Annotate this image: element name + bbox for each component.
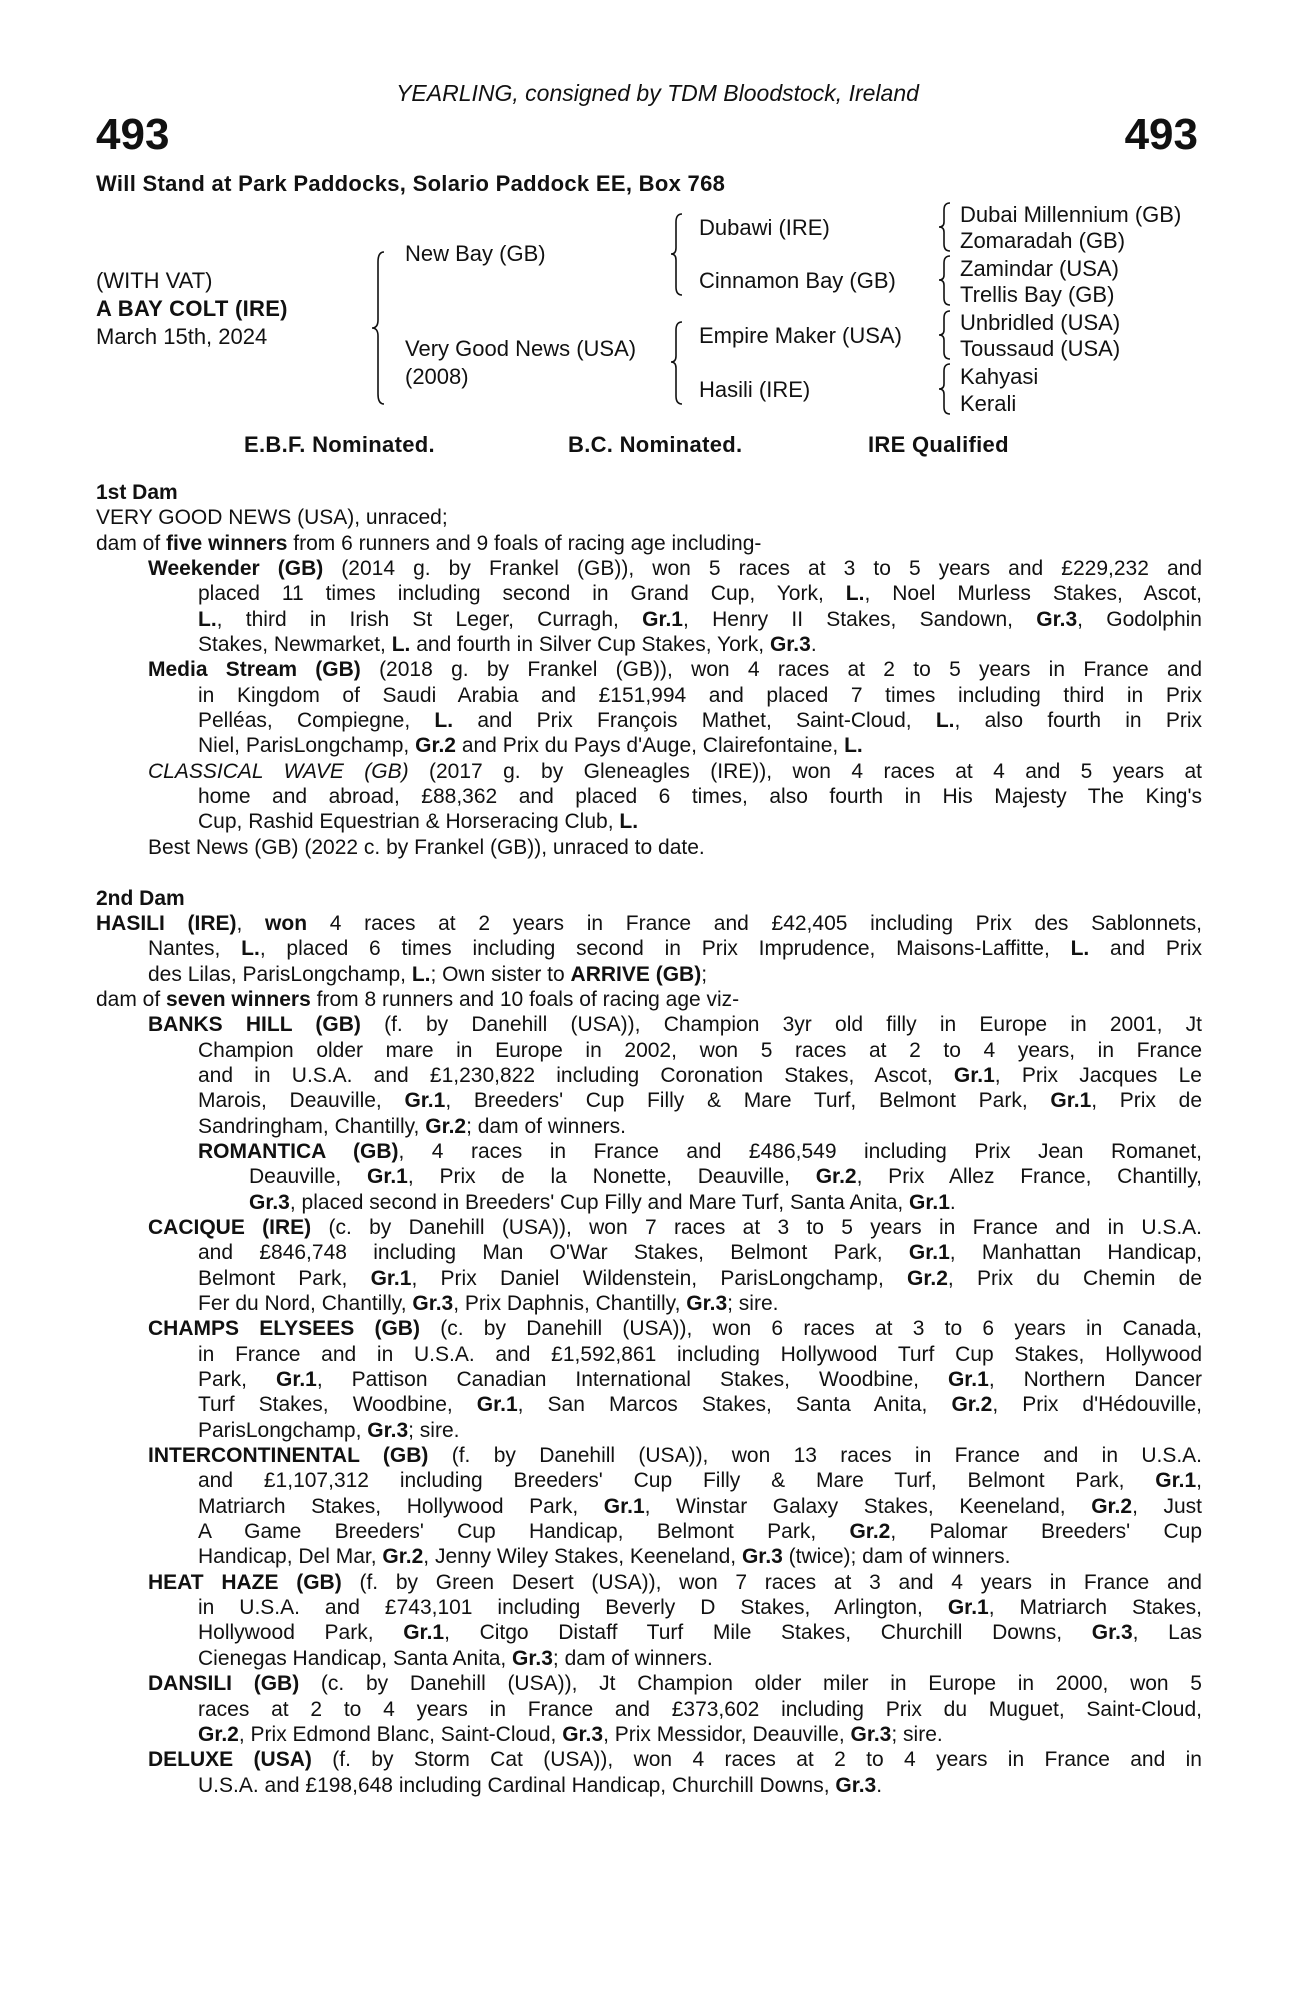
brace-hasili (939, 364, 950, 414)
pedigree-gen2: Empire Maker (USA) (699, 323, 902, 348)
entry-line: Belmont Park, Gr.1, Prix Daniel Wildenstein, ParisLongchamp, Gr.2, Prix du Chemin de (198, 1266, 1202, 1290)
entry-line: Cienegas Handicap, Santa Anita, Gr.3; dam of winners. (198, 1646, 713, 1670)
bold-text: Gr.1 (947, 1596, 989, 1620)
dam-section (96, 480, 1202, 860)
pedigree-gen3: Trellis Bay (GB) (960, 282, 1115, 307)
bold-text: Gr.1 (642, 607, 683, 631)
bold-text: Gr.3 (850, 1722, 892, 1746)
brace-sire (671, 214, 682, 295)
bold-text: CACIQUE (IRE) (148, 1215, 312, 1239)
entry-line: and in U.S.A. and £1,230,822 including Coronation Stakes, Ascot, Gr.1, Prix Jacques Le (198, 1063, 1202, 1087)
entry-line: VERY GOOD NEWS (USA), unraced; (96, 506, 448, 530)
entry-line: CLASSICAL WAVE (GB) (2017 g. by Gleneagles (IRE)), won 4 races at 4 and 5 years at (148, 759, 1202, 783)
pedigree-gen2: Cinnamon Bay (GB) (699, 268, 896, 293)
lot-number-right: 493 (1124, 110, 1198, 159)
pedigree-entry (96, 1316, 1202, 1443)
pedigree-dam: Very Good News (USA) (405, 336, 637, 361)
entry-line: CACIQUE (IRE) (c. by Danehill (USA)), won 7 races at 3 to 5 years in France and in U.S.A. (148, 1215, 1202, 1239)
entry-line: ROMANTICA (GB), 4 races in France and £486,549 including Prix Jean Romanet, (198, 1139, 1202, 1163)
pedigree-entry (96, 1012, 1202, 1139)
pedigree-entry (96, 1570, 1202, 1671)
pedigree-gen2: Dubawi (IRE) (699, 215, 830, 240)
bold-text: Gr.3 (741, 1545, 783, 1569)
bold-text: Media Stream (GB) (148, 658, 361, 682)
bold-text: L. (845, 582, 865, 606)
vat-note: (WITH VAT) (96, 268, 213, 293)
bold-text: Gr.1 (366, 1165, 408, 1189)
bold-text: Gr.1 (947, 1368, 989, 1392)
entry-line: Deauville, Gr.1, Prix de la Nonette, Deauville, Gr.2, Prix Allez France, Chantilly, (249, 1165, 1202, 1189)
bold-text: Gr.3 (412, 1292, 454, 1315)
bold-text: Gr.1 (953, 1063, 995, 1087)
bold-text: Gr.2 (415, 734, 456, 758)
pedigree-entry (96, 1443, 1202, 1570)
entry-line: Best News (GB) (2022 c. by Frankel (GB)), unraced to date. (148, 835, 705, 859)
entry-line: and £846,748 including Man O'War Stakes, Belmont Park, Gr.1, Manhattan Handicap, (198, 1241, 1202, 1265)
entry-line: Park, Gr.1, Pattison Canadian International Stakes, Woodbine, Gr.1, Northern Dancer (198, 1368, 1202, 1392)
entry-line: Gr.2, Prix Edmond Blanc, Saint-Cloud, Gr.3, Prix Messidor, Deauville, Gr.3; sire. (198, 1722, 943, 1746)
ebf-nomination: E.B.F. Nominated. (244, 432, 435, 457)
bold-text: L. (935, 709, 955, 733)
bold-text: Gr.3 (562, 1722, 604, 1746)
pedigree-entry (96, 1139, 1202, 1215)
bold-text: Gr.3 (249, 1190, 290, 1214)
entry-line: des Lilas, ParisLongchamp, L.; Own sister to ARRIVE (GB); (148, 962, 708, 986)
entry-line: Champion older mare in Europe in 2002, won 5 races at 2 to 4 years, in France (198, 1038, 1202, 1062)
bold-text: Weekender (GB) (148, 557, 324, 581)
pedigree-entry (96, 835, 1202, 860)
pedigree-dam-year: (2008) (405, 364, 469, 389)
bold-text: Gr.3 (769, 633, 811, 657)
bold-text: CHAMPS ELYSEES (GB) (148, 1317, 420, 1341)
entry-line: in Kingdom of Saudi Arabia and £151,994 and placed 7 times including third in Prix (198, 683, 1202, 707)
bold-text: Gr.1 (403, 1621, 445, 1645)
entry-line: A Game Breeders' Cup Handicap, Belmont Park, Gr.2, Palomar Breeders' Cup (198, 1520, 1202, 1544)
pedigree-entry (96, 531, 1202, 556)
bold-text: Gr.1 (275, 1368, 317, 1392)
pedigree-entry (96, 759, 1202, 835)
horse-name: A BAY COLT (IRE) (96, 296, 288, 321)
entry-line: dam of seven winners from 8 runners and 10 foals of racing age viz- (96, 987, 740, 1011)
entry-line: Marois, Deauville, Gr.1, Breeders' Cup Filly & Mare Turf, Belmont Park, Gr.1, Prix de (198, 1089, 1202, 1113)
section-heading: 2nd Dam (96, 886, 185, 910)
pedigree-entry (96, 1671, 1202, 1747)
bold-text: won (265, 911, 308, 935)
pedigree-entry (96, 987, 1202, 1012)
bold-text: L. (434, 709, 454, 733)
bold-text: L. (844, 734, 863, 758)
bold-text: Gr.3 (367, 1418, 409, 1442)
pedigree-gen3: Zamindar (USA) (960, 256, 1119, 281)
pedigree-gen2: Hasili (IRE) (699, 377, 811, 402)
lot-number-left: 493 (96, 110, 170, 159)
entry-line: L., third in Irish St Leger, Curragh, Gr.1, Henry II Stakes, Sandown, Gr.3, Godolphin (198, 607, 1202, 631)
bold-text: DANSILI (GB) (148, 1672, 300, 1696)
bold-text: Gr.3 (1091, 1621, 1133, 1645)
entry-line: Fer du Nord, Chantilly, Gr.3, Prix Daphnis, Chantilly, Gr.3; sire. (198, 1292, 779, 1315)
entry-line: INTERCONTINENTAL (GB) (f. by Danehill (USA)), won 13 races in France and in U.S.A. (148, 1444, 1202, 1468)
entry-line: in U.S.A. and £743,101 including Beverly D Stakes, Arlington, Gr.1, Matriarch Stakes, (198, 1596, 1202, 1620)
pedigree-entry (96, 556, 1202, 657)
entry-line: DELUXE (USA) (f. by Storm Cat (USA)), won 4 races at 2 to 4 years in France and in (148, 1748, 1202, 1772)
pedigree-entry (96, 911, 1202, 987)
entry-line: Media Stream (GB) (2018 g. by Frankel (GB)), won 4 races at 2 to 5 years in France and (148, 658, 1202, 682)
bold-text: ARRIVE (GB) (570, 962, 702, 986)
section-heading: 1st Dam (96, 481, 178, 504)
bold-text: Gr.3 (835, 1773, 877, 1797)
bold-text: L. (1070, 937, 1090, 961)
brace-dam (671, 322, 682, 404)
bold-text: Gr.2 (1091, 1494, 1133, 1518)
entry-line: Gr.3, placed second in Breeders' Cup Filly and Mare Turf, Santa Anita, Gr.1. (249, 1190, 956, 1214)
bold-text: L. (198, 607, 217, 631)
entry-line: Matriarch Stakes, Hollywood Park, Gr.1, Winstar Galaxy Stakes, Keeneland, Gr.2, Just (198, 1494, 1202, 1518)
brace-sire-dam (372, 252, 384, 404)
entry-line: dam of five winners from 6 runners and 9 foals of racing age including- (96, 531, 762, 555)
entry-line: placed 11 times including second in Grand Cup, York, L., Noel Murless Stakes, Ascot, (198, 582, 1202, 606)
entry-line: Sandringham, Chantilly, Gr.2; dam of winners. (198, 1114, 627, 1138)
pedigree-gen3: Unbridled (USA) (960, 310, 1121, 335)
bold-text: Gr.2 (198, 1722, 239, 1746)
entry-line: Nantes, L., placed 6 times including second in Prix Imprudence, Maisons-Laffitte, L. and Prix (148, 937, 1202, 961)
pedigree-gen3: Zomaradah (GB) (960, 228, 1126, 253)
pedigree-gen3: Kerali (960, 391, 1017, 416)
pedigree-entry (96, 505, 1202, 530)
catalogue-page-body (96, 480, 1202, 1798)
bold-text: Gr.2 (907, 1266, 948, 1290)
pedigree-entry (96, 657, 1202, 758)
consignment-line: YEARLING, consigned by TDM Bloodstock, Ireland (396, 80, 919, 106)
dam-section (96, 886, 1202, 1798)
brace-dubawi (939, 203, 950, 251)
entry-line: DANSILI (GB) (c. by Danehill (USA)), Jt Champion older miler in Europe in 2000, won 5 (148, 1672, 1202, 1696)
bold-text: Gr.1 (909, 1190, 950, 1214)
bold-text: INTERCONTINENTAL (GB) (148, 1444, 429, 1468)
entry-line: races at 2 to 4 years in France and £373,602 including Prix du Muguet, Saint-Cloud, (198, 1697, 1202, 1721)
bc-nomination: B.C. Nominated. (568, 432, 743, 457)
entry-line: Pelléas, Compiegne, L. and Prix François Mathet, Saint-Cloud, L., also fourth in Prix (198, 709, 1202, 733)
bold-text: L. (619, 810, 639, 834)
bold-text: L. (411, 962, 431, 986)
entry-line: CHAMPS ELYSEES (GB) (c. by Danehill (USA)), won 6 races at 3 to 6 years in Canada, (148, 1317, 1202, 1341)
entry-line: Stakes, Newmarket, L. and fourth in Silver Cup Stakes, York, Gr.3. (198, 633, 817, 657)
brace-cinnamon-bay (939, 256, 950, 305)
foaling-date: March 15th, 2024 (96, 324, 268, 349)
pedigree-sire: New Bay (GB) (405, 241, 546, 266)
stabling-location: Will Stand at Park Paddocks, Solario Paddock EE, Box 768 (96, 171, 726, 196)
entry-line: HEAT HAZE (GB) (f. by Green Desert (USA)), won 7 races at 3 and 4 years in France and (148, 1570, 1202, 1594)
pedigree-entry (96, 1215, 1202, 1316)
bold-text: DELUXE (USA) (148, 1748, 312, 1772)
pedigree-entry (96, 1747, 1202, 1798)
entry-line: Cup, Rashid Equestrian & Horseracing Club, L. (198, 810, 639, 834)
bold-text: HEAT HAZE (GB) (148, 1570, 342, 1594)
bold-text: Gr.1 (476, 1393, 518, 1417)
bold-text: Gr.1 (603, 1494, 645, 1518)
entry-line: Niel, ParisLongchamp, Gr.2 and Prix du Pays d'Auge, Clairefontaine, L. (198, 734, 863, 758)
bold-text: Gr.3 (686, 1292, 728, 1315)
bold-text: Gr.2 (382, 1545, 424, 1569)
entry-line: Handicap, Del Mar, Gr.2, Jenny Wiley Stakes, Keeneland, Gr.3 (twice); dam of winners. (198, 1545, 1011, 1569)
entry-line: home and abroad, £88,362 and placed 6 times, also fourth in His Majesty The King's (198, 785, 1202, 809)
blank-line (96, 860, 1202, 885)
bold-text: Gr.1 (908, 1241, 950, 1265)
entry-line: Weekender (GB) (2014 g. by Frankel (GB)), won 5 races at 3 to 5 years and £229,232 and (148, 557, 1202, 581)
pedigree-gen3: Dubai Millennium (GB) (960, 202, 1182, 227)
bold-text: seven winners (166, 987, 311, 1011)
bold-text: Gr.3 (1036, 607, 1078, 631)
bold-text: L. (241, 937, 260, 961)
bold-text: Gr.1 (1050, 1089, 1092, 1113)
brace-empire-maker (939, 311, 950, 359)
bold-text: Gr.2 (849, 1520, 891, 1544)
bold-text: ROMANTICA (GB) (198, 1139, 399, 1163)
bold-text: Gr.2 (425, 1114, 467, 1138)
ire-qualification: IRE Qualified (868, 432, 1009, 457)
pedigree-gen3: Toussaud (USA) (960, 336, 1121, 361)
entry-line: Hollywood Park, Gr.1, Citgo Distaff Turf Mile Stakes, Churchill Downs, Gr.3, Las (198, 1621, 1202, 1645)
bold-text: BANKS HILL (GB) (148, 1013, 361, 1037)
entry-line: U.S.A. and £198,648 including Cardinal Handicap, Churchill Downs, Gr.3. (198, 1773, 883, 1797)
entry-line: BANKS HILL (GB) (f. by Danehill (USA)), Champion 3yr old filly in Europe in 2001, Jt (148, 1013, 1202, 1037)
entry-line: in France and in U.S.A. and £1,592,861 including Hollywood Turf Cup Stakes, Hollywood (198, 1342, 1202, 1366)
italic-text: CLASSICAL WAVE (GB) (148, 759, 409, 783)
bold-text: five winners (166, 531, 288, 555)
entry-line: Turf Stakes, Woodbine, Gr.1, San Marcos Stakes, Santa Anita, Gr.2, Prix d'Hédouville, (198, 1393, 1202, 1417)
bold-text: Gr.1 (1155, 1469, 1197, 1493)
bold-text: Gr.1 (370, 1266, 412, 1290)
bold-text: Gr.1 (404, 1089, 446, 1113)
entry-line: ParisLongchamp, Gr.3; sire. (198, 1418, 460, 1442)
entry-line: HASILI (IRE), won 4 races at 2 years in France and £42,405 including Prix des Sablonnets, (96, 911, 1202, 935)
bold-text: HASILI (IRE) (96, 911, 237, 935)
bold-text: L. (391, 633, 411, 657)
bold-text: Gr.2 (951, 1393, 993, 1417)
bold-text: Gr.2 (815, 1165, 857, 1189)
pedigree-gen3: Kahyasi (960, 364, 1039, 389)
entry-line: and £1,107,312 including Breeders' Cup Filly & Mare Turf, Belmont Park, Gr.1, (198, 1469, 1202, 1493)
bold-text: Gr.3 (512, 1646, 553, 1670)
